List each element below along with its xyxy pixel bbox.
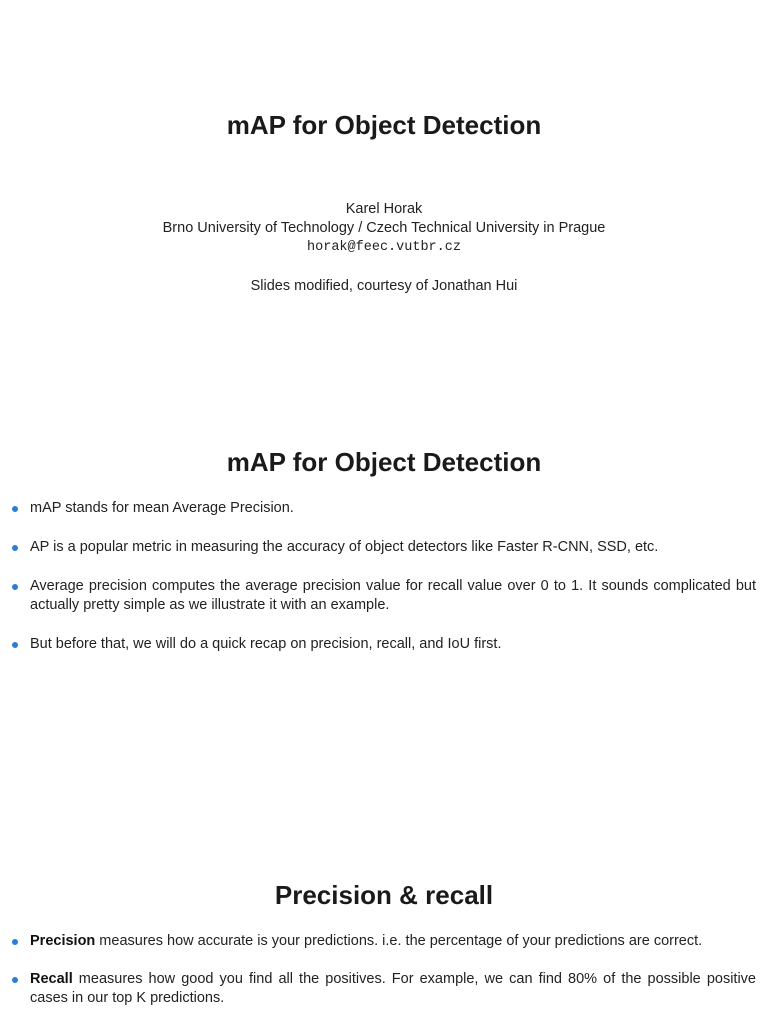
bullet-dot-icon <box>12 545 18 551</box>
slide3-bullet-list <box>0 932 768 1008</box>
slide3-title: Precision & recall <box>274 880 494 910</box>
precision-definition: measures how accurate is your predictions. i.e. the percentage of your predictions are correct. <box>95 933 703 949</box>
author-affiliation: Brno University of Technology / Czech Technical University in Prague <box>162 220 606 236</box>
bullet-dot-icon <box>12 977 18 983</box>
bullet-text: But before that, we will do a quick recap on precision, recall, and IoU first. <box>30 636 502 652</box>
title-slide-credits <box>0 200 768 296</box>
list-item <box>0 970 768 1008</box>
bullet-text: mAP stands for mean Average Precision. <box>30 500 294 516</box>
bullet-dot-icon <box>12 584 18 590</box>
recall-term: Recall <box>30 971 73 987</box>
list-item <box>0 499 768 518</box>
bullet-dot-icon <box>12 939 18 945</box>
slide2-title: mAP for Object Detection <box>226 447 542 477</box>
bullet-dot-icon <box>12 506 18 512</box>
recall-definition: measures how good you find all the positives. For example, we can find 80% of the possible positive cases in our top K predictions. <box>30 971 756 1006</box>
courtesy-note: Slides modified, courtesy of Jonathan Hui <box>250 278 518 294</box>
bullet-text: AP is a popular metric in measuring the accuracy of object detectors like Faster R-CNN, SSD, etc. <box>30 539 659 555</box>
slide2-bullet-list <box>0 499 768 654</box>
bullet-dot-icon <box>12 642 18 648</box>
bullet-text: Average precision computes the average precision value for recall value over 0 to 1. It sounds complicated but actually pretty simple as we illustrate it with an example. <box>30 578 756 613</box>
slide1-title: mAP for Object Detection <box>226 110 542 140</box>
precision-term: Precision <box>30 933 96 949</box>
list-item <box>0 538 768 557</box>
list-item <box>0 577 768 615</box>
author-name: Karel Horak <box>345 201 423 217</box>
list-item <box>0 635 768 654</box>
list-item <box>0 932 768 951</box>
author-email: horak@feec.vutbr.cz <box>307 240 461 255</box>
